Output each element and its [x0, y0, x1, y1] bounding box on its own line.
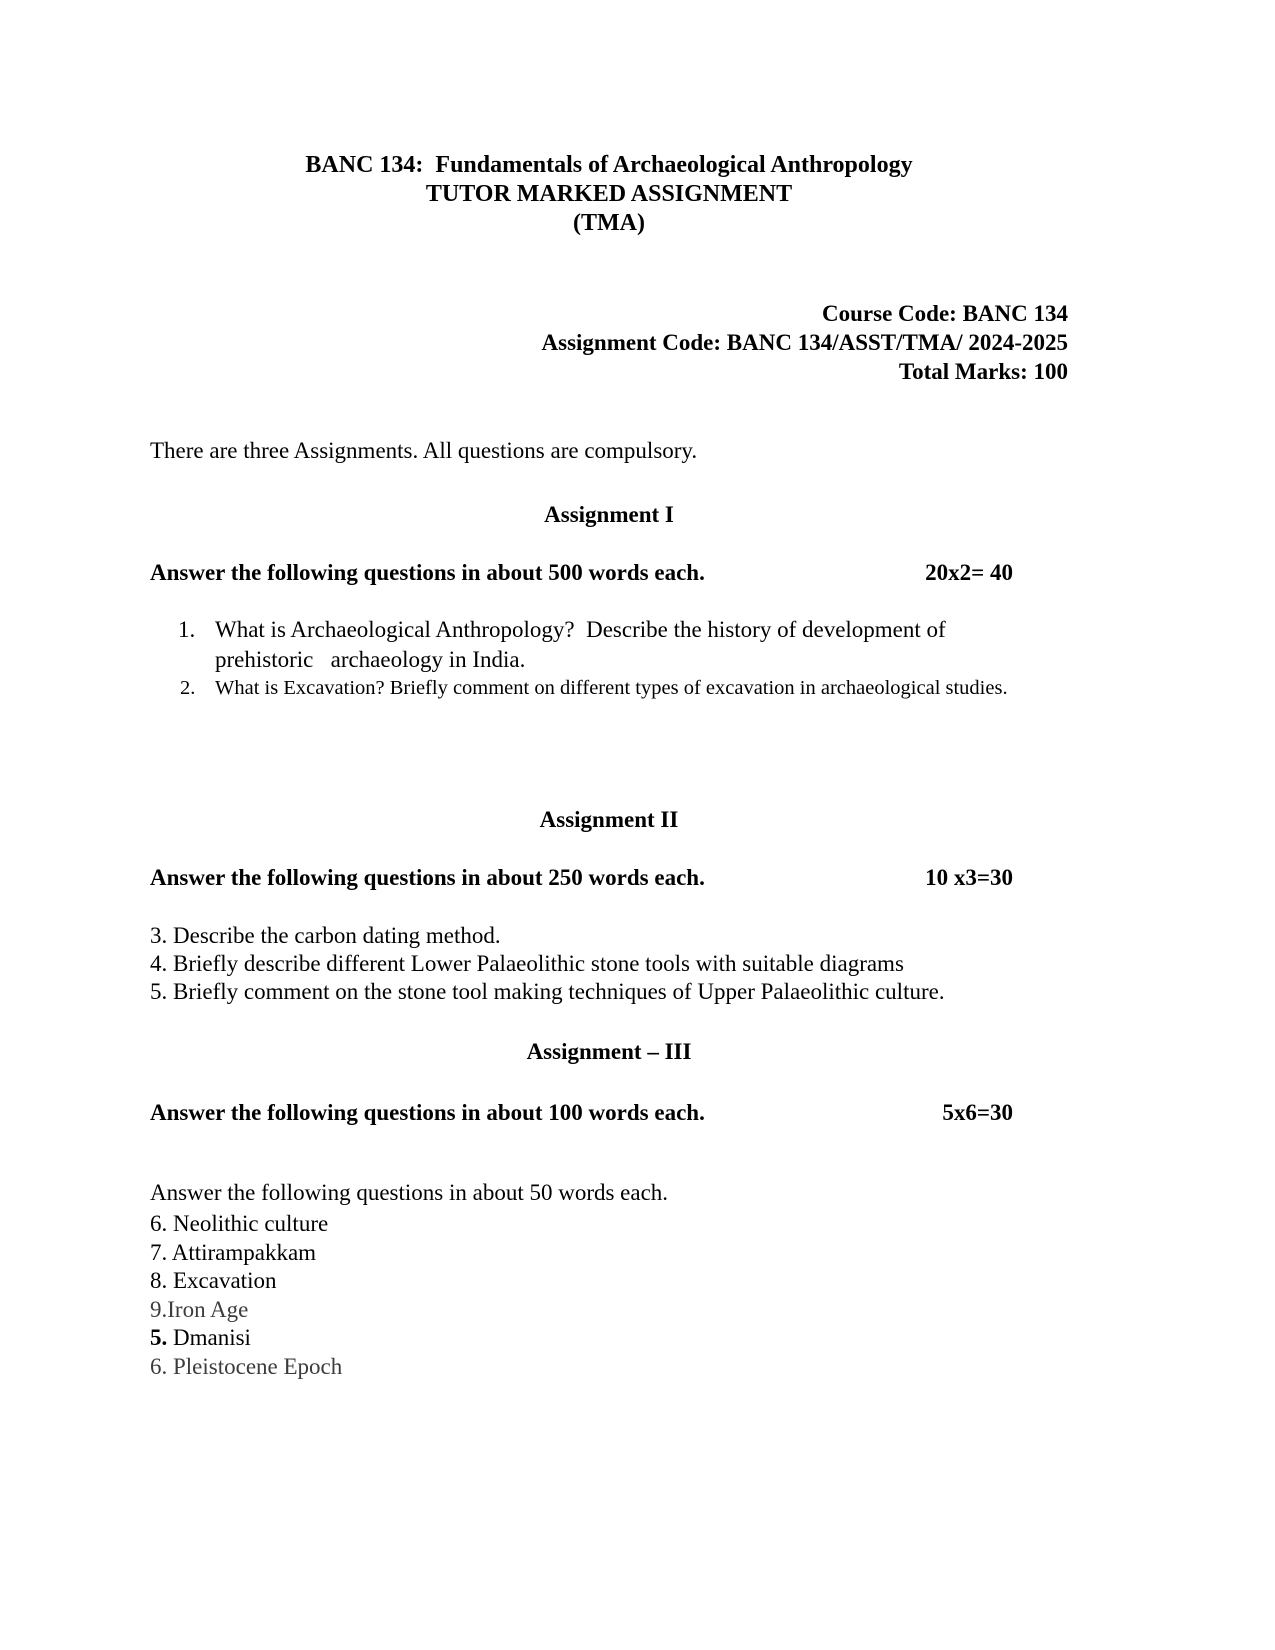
short-question-neolithic-number: 6.: [150, 1211, 168, 1236]
code-block: [150, 299, 1068, 386]
short-question-pleistocene-number: 6.: [150, 1353, 168, 1379]
short-question-excavation-text: Excavation: [167, 1268, 277, 1293]
question-5: 5. Briefly comment on the stone tool making techniques of Upper Palaeolithic culture.: [150, 979, 945, 1004]
question-2-text: What is Excavation? Briefly comment on different types of excavation in archaeological studies.: [215, 677, 1008, 699]
assignment-2-marks: 10 x3=30: [925, 865, 1013, 890]
short-question-dmanisi: [150, 1324, 1068, 1353]
short-question-iron-age: [150, 1296, 1068, 1325]
assignment-3-marks: 5x6=30: [942, 1100, 1013, 1125]
assignment-1-marks: 20x2= 40: [925, 560, 1013, 585]
title-line-tma: TUTOR MARKED ASSIGNMENT: [425, 181, 793, 207]
total-marks: Total Marks: 100: [898, 359, 1068, 384]
short-question-iron-age-text: Iron Age: [167, 1296, 249, 1322]
assignment-2-heading: Assignment II: [539, 807, 679, 832]
short-question-attirampakkam-text: Attirampakkam: [167, 1239, 317, 1265]
assignment-3-sub-instruction: Answer the following questions in about 50 words each.: [150, 1180, 669, 1205]
short-question-attirampakkam-number: 7.: [150, 1239, 168, 1265]
assignment-3-instruction: Answer the following questions in about 100 words each.: [150, 1100, 705, 1125]
assignment-1-instruction-row: [150, 559, 1068, 587]
short-question-attirampakkam: [150, 1239, 1068, 1268]
assignment-code: Assignment Code: BANC 134/ASST/TMA/ 2024-2025: [541, 330, 1068, 355]
assignment-2-instruction-row: [150, 864, 1068, 892]
assignment-3-instruction-row: [150, 1099, 1068, 1127]
question-1-number: 1.: [178, 617, 196, 642]
short-question-iron-age-number: 9.: [150, 1296, 168, 1322]
short-question-pleistocene-text: Pleistocene Epoch: [167, 1353, 343, 1379]
title-line-abbrev: (TMA): [573, 210, 645, 236]
assignment-2-instruction: Answer the following questions in about 250 words each.: [150, 865, 705, 890]
question-3: 3. Describe the carbon dating method.: [150, 923, 501, 948]
short-question-dmanisi-text: Dmanisi: [167, 1325, 251, 1350]
short-question-dmanisi-number: 5.: [150, 1325, 168, 1350]
assignment-1-question-list: [150, 615, 1068, 702]
question-1-text: [215, 615, 1068, 675]
intro-note: There are three Assignments. All questions are compulsory.: [150, 438, 698, 463]
course-code: Course Code: BANC 134: [822, 301, 1068, 326]
short-question-neolithic-text: Neolithic culture: [167, 1211, 329, 1236]
question-1-line-1: What is Archaeological Anthropology? Describe the history of development of: [215, 617, 946, 642]
assignment-3-question-list: [150, 1210, 1068, 1381]
question-4: 4. Briefly describe different Lower Palaeolithic stone tools with suitable diagrams: [150, 951, 904, 976]
short-question-excavation-number: 8.: [150, 1268, 168, 1293]
question-2-number: 2.: [180, 677, 196, 699]
document-title: [150, 151, 1068, 238]
short-question-excavation: [150, 1267, 1068, 1296]
short-question-neolithic: [150, 1210, 1068, 1239]
assignment-2-question-list: [150, 922, 1068, 1006]
short-question-pleistocene: [150, 1353, 1068, 1382]
assignment-1-instruction: Answer the following questions in about 500 words each.: [150, 560, 705, 585]
title-line-course: BANC 134: Fundamentals of Archaeological Anthropology: [305, 152, 913, 178]
question-1: [150, 615, 1068, 675]
assignment-1-heading: Assignment I: [544, 502, 674, 527]
question-2: [150, 675, 1068, 702]
question-1-line-2: prehistoric archaeology in India.: [215, 647, 526, 672]
assignment-3-heading: Assignment – III: [526, 1039, 692, 1064]
